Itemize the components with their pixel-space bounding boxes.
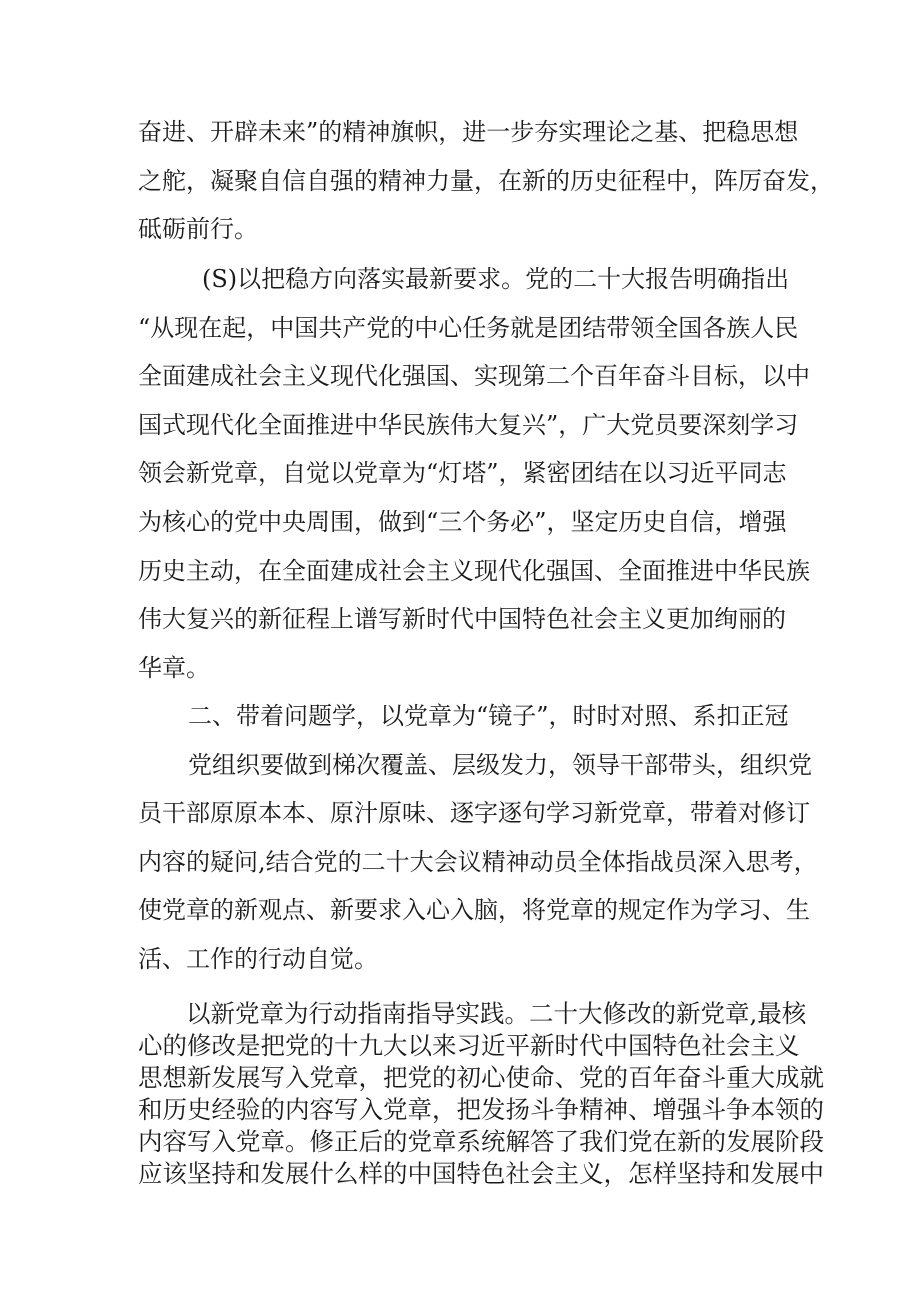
text-line: 砥砺前行。 [138,215,258,243]
text-line: 应该坚持和发展什么样的中国特色社会主义，怎样坚持和发展中 [138,1159,824,1188]
text-line: 领会新党章，自觉以党章为“灯塔”，紧密团结在以习近平同志 [138,459,787,487]
text-line: (S)以把稳方向落实最新要求。党的二十大报告明确指出 [202,265,790,293]
text-line: 全面建成社会主义现代化强国、实现第二个百年奋斗目标，以中 [138,362,810,390]
text-line: 以新党章为行动指南指导实践。二十大修改的新党章,最核 [186,999,807,1028]
text-line: 心的修改是把党的十九大以来习近平新时代中国特色社会主义 [138,1031,800,1060]
text-line: 历史主动，在全面建成社会主义现代化强国、全面推进中华民族 [138,557,810,585]
text-line: 使党章的新观点、新要求入心入脑，将党章的规定作为学习、生 [138,896,810,924]
text-line: 内容的疑问,结合党的二十大会议精神动员全体指战员深入思考， [138,848,818,876]
text-line: 之舵，凝聚自信自强的精神力量，在新的历史征程中，阵厉奋发， [138,167,834,195]
text-line: “从现在起，中国共产党的中心任务就是团结带领全国各族人民 [138,314,799,342]
text-line: 华章。 [138,654,210,682]
text-line: 思想新发展写入党章，把党的初心使命、党的百年奋斗重大成就 [138,1063,824,1092]
text-line: 员干部原原本本、原汁原味、逐字逐句学习新党章，带着对修订 [138,799,810,827]
text-line: 奋进、开辟未来”的精神旗帜，进一步夯实理论之基、把稳思想 [138,118,799,146]
text-line: 伟大复兴的新征程上谱写新时代中国特色社会主义更加绚丽的 [138,605,786,633]
text-line: 内容写入党章。修正后的党章系统解答了我们党在新的发展阶段 [138,1127,824,1156]
text-line: 活、工作的行动自觉。 [138,945,378,973]
text-line: 党组织要做到梯次覆盖、层级发力，领导干部带头，组织党 [188,751,812,779]
text-line: 二、带着问题学，以党章为“镜子”，时时对照、系扣正冠 [188,702,789,730]
text-line: 为核心的党中央周围，做到“三个务必”，坚定历史自信，增强 [138,508,787,536]
text-line: 国式现代化全面推进中华民族伟大复兴”，广大党员要深刻学习 [138,411,799,439]
text-line: 和历史经验的内容写入党章，把发扬斗争精神、增强斗争本领的 [138,1095,824,1124]
